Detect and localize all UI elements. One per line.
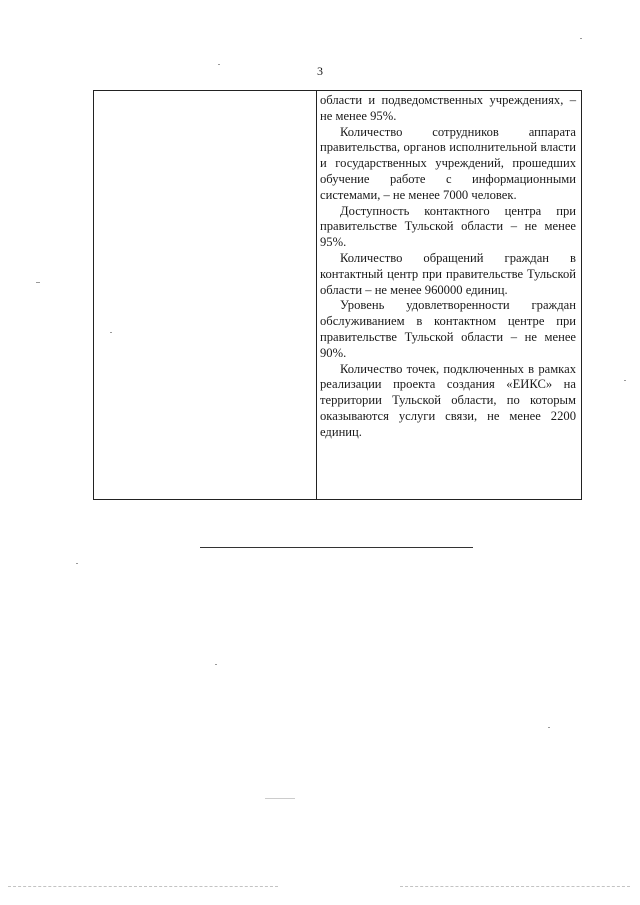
scan-speck (218, 64, 220, 65)
table-left-column (94, 91, 317, 499)
indicator-paragraph: Доступность контактного центра при правительстве Тульской области – не менее 95%. (320, 203, 576, 250)
indicator-paragraph: Количество обращений граждан в контактный центр при правительстве Тульской области – не менее 960000 единиц. (320, 250, 576, 297)
scan-speck (76, 563, 78, 564)
scan-speck (580, 38, 582, 39)
table-right-column (320, 93, 576, 441)
page-number: 3 (317, 64, 323, 78)
indicator-paragraph: Количество сотрудников аппарата правительства, органов исполнительной власти и государственных учреждений, прошедших обучение работе с информационными системами, – не менее 7000 человек. (320, 124, 576, 202)
indicator-paragraph: Уровень удовлетворенности граждан обслуживанием в контактном центре при правительстве Тульской области – не менее 90%. (320, 298, 576, 360)
scan-speck (624, 380, 626, 381)
indicators-table (93, 90, 582, 500)
indicator-paragraph: Количество точек, подключенных в рамках реализации проекта создания «ЕИКС» на территории Тульской области, по которым оказываются услуги связи, не менее 2200 единиц. (320, 361, 576, 439)
end-divider-line (200, 547, 473, 548)
scan-speck (548, 727, 550, 728)
scan-speck (110, 332, 112, 333)
scan-edge-noise (400, 886, 630, 888)
scan-speck (36, 282, 40, 283)
scan-speck (265, 798, 295, 799)
indicator-paragraph: области и подведомственных учреждениях, – не менее 95%. (320, 93, 576, 123)
scan-edge-noise (8, 886, 278, 888)
scan-speck (215, 664, 217, 665)
